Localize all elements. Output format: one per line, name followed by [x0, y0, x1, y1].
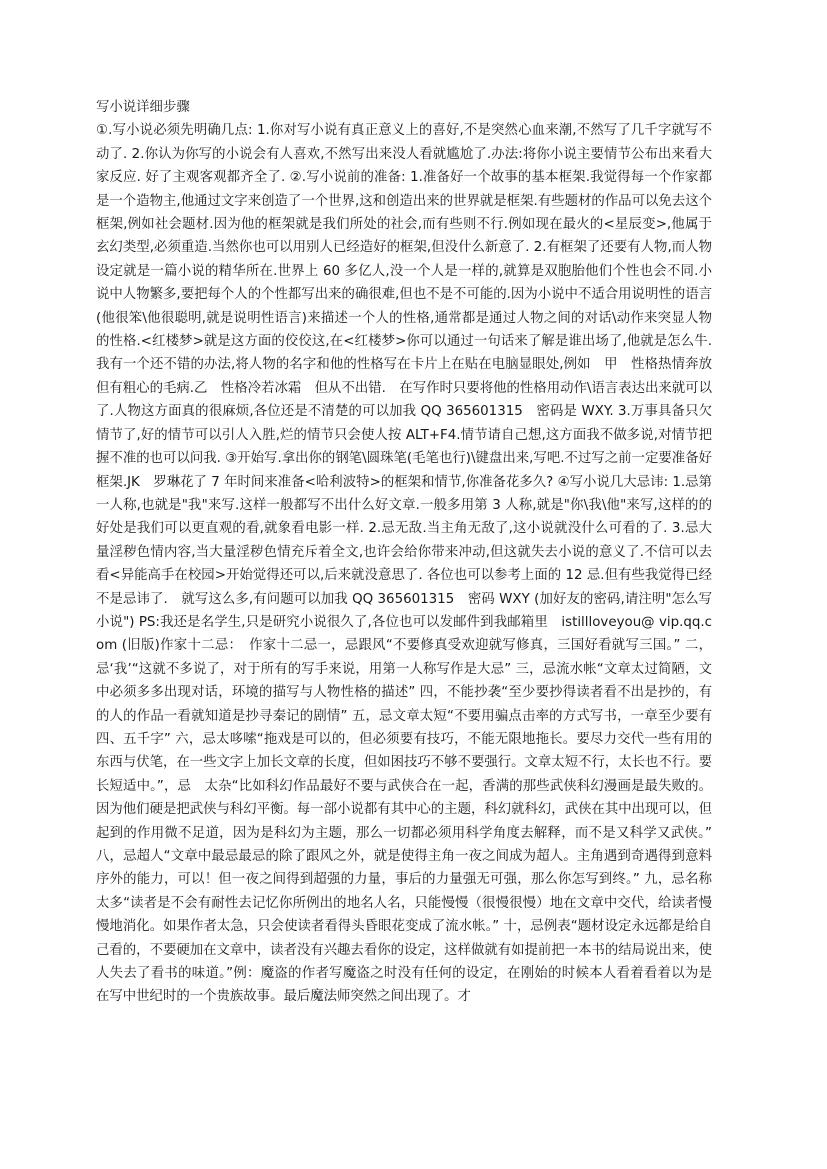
document-title: 写小说详细步骤 — [96, 100, 190, 115]
document-body: ①.写小说必须先明确几点: 1.你对写小说有真正意义上的喜好,不是突然心血来潮,不然写了几千字就写不动了. 2.你认为你写的小说会有人喜欢,不然写出来没人看就尴尬了.办法:将你小说主要情节公布出来看大家反应. 好了主观客观都齐全了. ②.写小说前的准备: 1.准备好一个故事的基本框架.我觉得每一个作家都是一个造物主,他通过文字来创造了一个世界,这和创造出来的世界就是框架.有些题材的作品可以免去这个框架,例如社会题材.因为他的框架就是我们所处的社会,而有些则不行.例如现在最火的<星辰变>,他属于玄幻类型,必须重造.当然你也可以用别人已经造好的框架,但没什么新意了. 2.有框架了还要有人物,而人物设定就是一篇小说的精华所在.世界上 60 多亿人,没一个人是一样的,就算是双胞胎他们个性也会不同.小说中人物繁多,要把每个人的个性都写出来的确很难,但也不是不可能的.因为小说中不适合用说明性的语言(他很笨\他很聪明,就是说明性语言)来描述一个人的性格,通常都是通过人物之间的对话\动作来突显人物的性格.<红楼梦>就是这方面的佼佼这,在<红楼梦>你可以通过一句话来了解是谁出场了,他就是怎么牛.我有一个还不错的办法,将人物的名字和他的性格写在卡片上在贴在电脑显眼处,例如 甲 性格热情奔放 但有粗心的毛病.乙 性格冷若冰霜 但从不出错. 在写作时只要将他的性格用动作\语言表达出来就可以了.人物这方面真的很麻烦,各位还是不清楚的可以加我 QQ 365601315 密码是 WXY. 3.万事具备只欠情节了,好的情节可以引人入胜,烂的情节只会使人按 ALT+F4.情节请自己想,这方面我不做多说,对情节把握不准的也可以问我. ③开始写.拿出你的钢笔\圆珠笔(毛笔也行)\键盘出来,写吧.不过写之前一定要准备好框架.JK 罗琳花了 7 年时间来准备<哈利波特>的框架和情节,你准备花多久? ④写小说几大忌讳: 1.忌第一人称,也就是"我"来写.这样一般都写不出什么好文章.一般多用第 3 人称,就是"你\我\他"来写,这样的的好处是我们可以更直观的看,就象看电影一样. 2.忌无敌.当主角无敌了,这小说就没什么可看的了. 3.忌大量淫秽色情内容,当大量淫秽色情充斥着全文,也许会给你带来冲动,但这就失去小说的意义了.不信可以去看<异能高手在校园>开始觉得还可以,后来就没意思了. 各位也可以参考上面的 12 忌.但有些我觉得已经不是忌讳了. 就写这么多,有问题可以加我 QQ 365601315 密码 WXY (加好友的密码,请注明"怎么写小说") PS:我还是名学生,只是研究小说很久了,各位也可以发邮件到我邮箱里 istillloveyou@ vip.qq.com (旧版)作家十二忌： 作家十二忌一，忌跟风“不要修真受欢迎就写修真，三国好看就写三国。” 二，忌‘我’“这就不多说了，对于所有的写手来说，用第一人称写作是大忌” 三，忌流水帐“文章太过简陋，文中必须多多出现对话，环境的描写与人物性格的描述” 四，不能抄袭“至少要抄得读者看不出是抄的，有的人的作品一看就知道是抄寻秦记的剧情” 五，忌文章太短“不要用骗点击率的方式写书，一章至少要有四、五千字” 六，忌太哆嗦“拖戏是可以的，但必须要有技巧，不能无限地拖长。要尽力交代一些有用的东西与伏笔，在一些文字上加长文章的长度，但如困技巧不够不要强行。文章太短不行，太长也不行。要长短适中。”，忌 太杂“比如科幻作品最好不要与武侠合在一起，香满的那些武侠科幻漫画是最失败的。因为他们硬是把武侠与科幻平衡。每一部小说都有其中心的主题，科幻就科幻，武侠在其中出现可以，但起到的作用微不足道，因为是科幻为主题，那么一切都必须用科学角度去解释，而不是又科学又武侠。” 八，忌超人“文章中最忌最忌的除了跟风之外，就是使得主角一夜之间成为超人。主角遇到奇遇得到意料序外的能力，可以！但一夜之间得到超强的力量，事后的力量强无可强，那么你怎写到终。” 九，忌名称太多“读者是不会有耐性去记忆你所例出的地名人名，只能慢慢（很慢很慢）地在文章中交代，给读者慢慢地消化。如果作者太急，只会使读者看得头昏眼花变成了流水帐。” 十，忌例表“题材设定永远都是给自己看的，不要硬加在文章中，读者没有兴趣去看你的设定，这样做就有如提前把一本书的结局说出来，使人失去了看书的味道。”例：魔盗的作者写魔盗之时没有任何的设定，在刚始的时候本人看着看着以为是在写中世纪时的一个贵族故事。最后魔法师突然之间出现了。才 — [96, 123, 726, 1005]
document-page — [96, 96, 726, 1009]
